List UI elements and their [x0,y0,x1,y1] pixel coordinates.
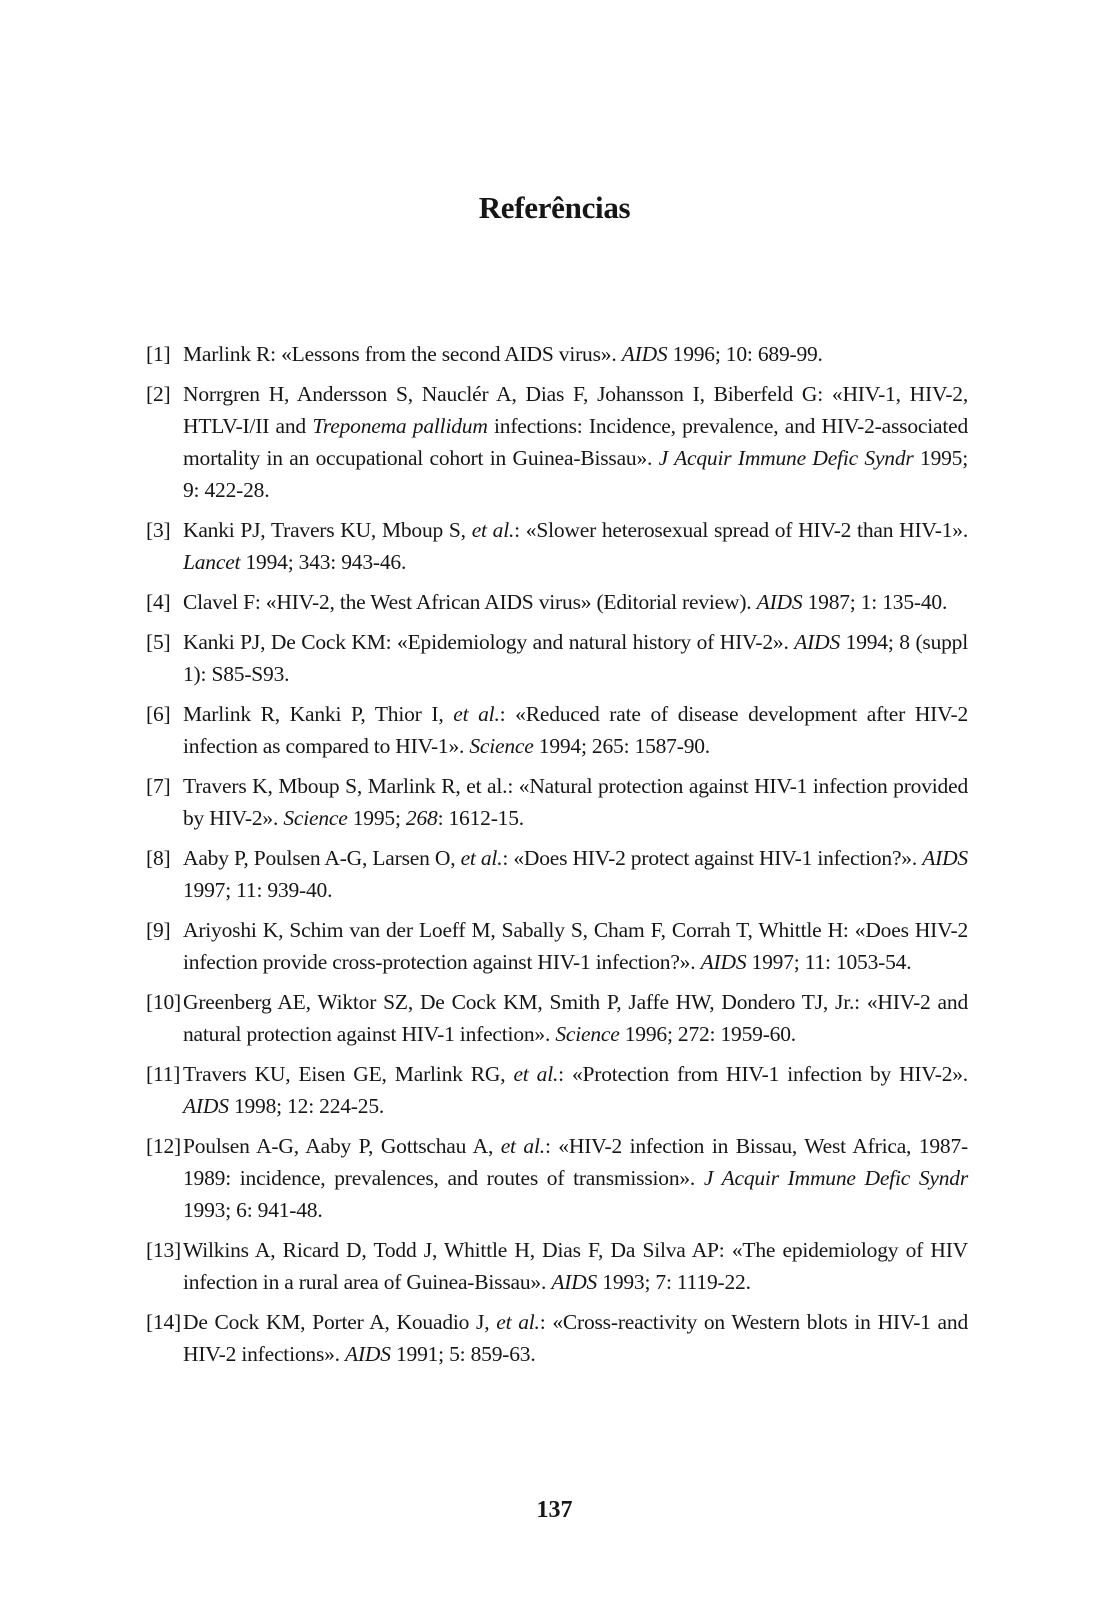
reference-number: [10] [146,990,182,1014]
reference-item [146,986,968,1050]
reference-segment: 1991; 5: 859-63. [390,1342,536,1366]
reference-number: [6] [146,702,171,726]
reference-text [183,1130,968,1226]
reference-italic-segment: et al. [513,1062,559,1086]
reference-segment: Wilkins A, Ricard D, Todd J, Whittle H, Dias F, Da Silva AP: «The epidemiology of HIV infection in a rural area of Guinea-Bissau». [183,1238,968,1294]
reference-italic-segment: AIDS [345,1342,391,1366]
reference-list [146,338,968,1378]
reference-number: [11] [146,1062,181,1086]
reference-text [183,1058,968,1122]
reference-text [183,626,968,690]
reference-italic-segment: et al. [500,1134,545,1158]
reference-text [183,842,968,906]
reference-item [146,770,968,834]
reference-segment: 1994; 265: 1587-90. [533,734,710,758]
reference-text [183,1234,968,1298]
reference-text [183,514,968,578]
reference-segment: : «Cross-reactivity on Western blots in HIV-1 and HIV-2 infections». [183,1310,969,1366]
reference-segment: Marlink R, Kanki P, Thior I, [183,702,454,726]
reference-text [183,1306,968,1370]
reference-segment: 1995; 9: 422-28. [183,446,968,502]
reference-italic-segment: Science [283,806,348,830]
reference-segment: 1995; [347,806,406,830]
reference-segment: 1987; 1: 135-40. [802,590,948,614]
reference-segment: : «Protection from HIV-1 infection by HIV-2». [558,1062,968,1086]
reference-item [146,1306,968,1370]
reference-italic-segment: Lancet [183,550,241,574]
reference-item [146,586,968,618]
reference-number: [1] [146,342,171,366]
reference-item [146,378,968,506]
reference-segment: Kanki PJ, De Cock KM: «Epidemiology and natural history of HIV-2». [183,630,795,654]
reference-number: [5] [146,630,171,654]
reference-segment: Aaby P, Poulsen A-G, Larsen O, [183,846,461,870]
reference-number: [14] [146,1310,182,1334]
reference-segment: : «HIV-2 infection in Bissau, West Africa, 1987-1989: incidence, prevalences, and routes of transmission». [183,1134,968,1190]
reference-text [183,378,968,506]
reference-italic-segment: AIDS [183,1094,229,1118]
reference-number: [3] [146,518,171,542]
reference-segment: Kanki PJ, Travers KU, Mboup S, [183,518,472,542]
reference-segment: 1993; 6: 941-48. [183,1198,323,1222]
reference-item [146,1058,968,1122]
reference-italic-segment: 268 [405,806,438,830]
reference-item [146,842,968,906]
reference-number: [7] [146,774,171,798]
reference-item [146,626,968,690]
reference-italic-segment: J Acquir Immune Defic Syndr [658,446,914,470]
reference-italic-segment: Science [469,734,534,758]
reference-italic-segment: AIDS [756,590,803,614]
reference-segment: Greenberg AE, Wiktor SZ, De Cock KM, Smith P, Jaffe HW, Dondero TJ, Jr.: «HIV-2 and natural protection against HIV-1 infection». [183,990,968,1046]
reference-number: [4] [146,590,171,614]
reference-segment: 1997; 11: 939-40. [183,878,333,902]
reference-segment: : 1612-15. [437,806,524,830]
reference-segment: Travers KU, Eisen GE, Marlink RG, [183,1062,514,1086]
reference-italic-segment: AIDS [922,846,968,870]
reference-segment: Clavel F: «HIV-2, the West African AIDS virus» (Editorial review). [183,590,757,614]
reference-segment: 1998; 12: 224-25. [228,1094,385,1118]
reference-italic-segment: Science [555,1022,620,1046]
reference-segment: : «Reduced rate of disease development after HIV-2 infection as compared to HIV-1». [183,702,968,758]
reference-italic-segment: et al. [496,1310,540,1334]
reference-item [146,698,968,762]
reference-text [183,770,968,834]
reference-number: [8] [146,846,171,870]
reference-italic-segment: et al. [471,518,515,542]
reference-segment: Travers K, Mboup S, Marlink R, et al.: «Natural protection against HIV-1 infection provided by HIV-2». [183,774,968,830]
reference-text [183,698,968,762]
reference-segment: : «Slower heterosexual spread of HIV-2 than HIV-1». [514,518,968,542]
reference-italic-segment: Treponema pallidum [312,414,488,438]
reference-italic-segment: et al. [453,702,500,726]
reference-text [183,338,968,370]
reference-segment: Poulsen A-G, Aaby P, Gottschau A, [183,1134,501,1158]
reference-item [146,914,968,978]
reference-italic-segment: AIDS [700,950,747,974]
page-number: 137 [536,1497,573,1523]
reference-number: [9] [146,918,171,942]
reference-segment: De Cock KM, Porter A, Kouadio J, [183,1310,497,1334]
page-title: Referências [478,190,631,225]
reference-number: [2] [146,382,171,406]
reference-item [146,1234,968,1298]
reference-segment: : «Does HIV-2 protect against HIV-1 infection?». [502,846,923,870]
reference-number: [13] [146,1238,182,1262]
reference-italic-segment: J Acquir Immune Defic Syndr [703,1166,969,1190]
reference-text [183,586,968,618]
reference-italic-segment: AIDS [794,630,841,654]
reference-item [146,1130,968,1226]
reference-segment: 1996; 272: 1959-60. [619,1022,796,1046]
reference-segment: Norrgren H, Andersson S, Nauclér A, Dias F, Johansson I, Biberfeld G: «HIV-1, HIV-2, HTLV-I/II and [183,382,968,438]
reference-italic-segment: et al. [460,846,503,870]
reference-item [146,338,968,370]
reference-segment: 1996; 10: 689-99. [667,342,823,366]
reference-text [183,986,968,1050]
reference-number: [12] [146,1134,182,1158]
reference-segment: Marlink R: «Lessons from the second AIDS virus». [183,342,622,366]
reference-segment: Ariyoshi K, Schim van der Loeff M, Sabally S, Cham F, Corrah T, Whittle H: «Does HIV-2 infection provide cross-protection against HIV-1 infection?». [183,918,968,974]
reference-segment: 1994; 8 (suppl 1): S85-S93. [183,630,968,686]
reference-segment: infections: Incidence, prevalence, and HIV-2-associated mortality in an occupational cohort in Guinea-Bissau». [183,414,968,470]
reference-text [183,914,968,978]
reference-item [146,514,968,578]
reference-segment: 1993; 7: 1119-22. [597,1270,751,1294]
reference-italic-segment: AIDS [621,342,668,366]
reference-segment: 1997; 11: 1053-54. [746,950,912,974]
reference-segment: 1994; 343: 943-46. [240,550,407,574]
reference-italic-segment: AIDS [551,1270,598,1294]
